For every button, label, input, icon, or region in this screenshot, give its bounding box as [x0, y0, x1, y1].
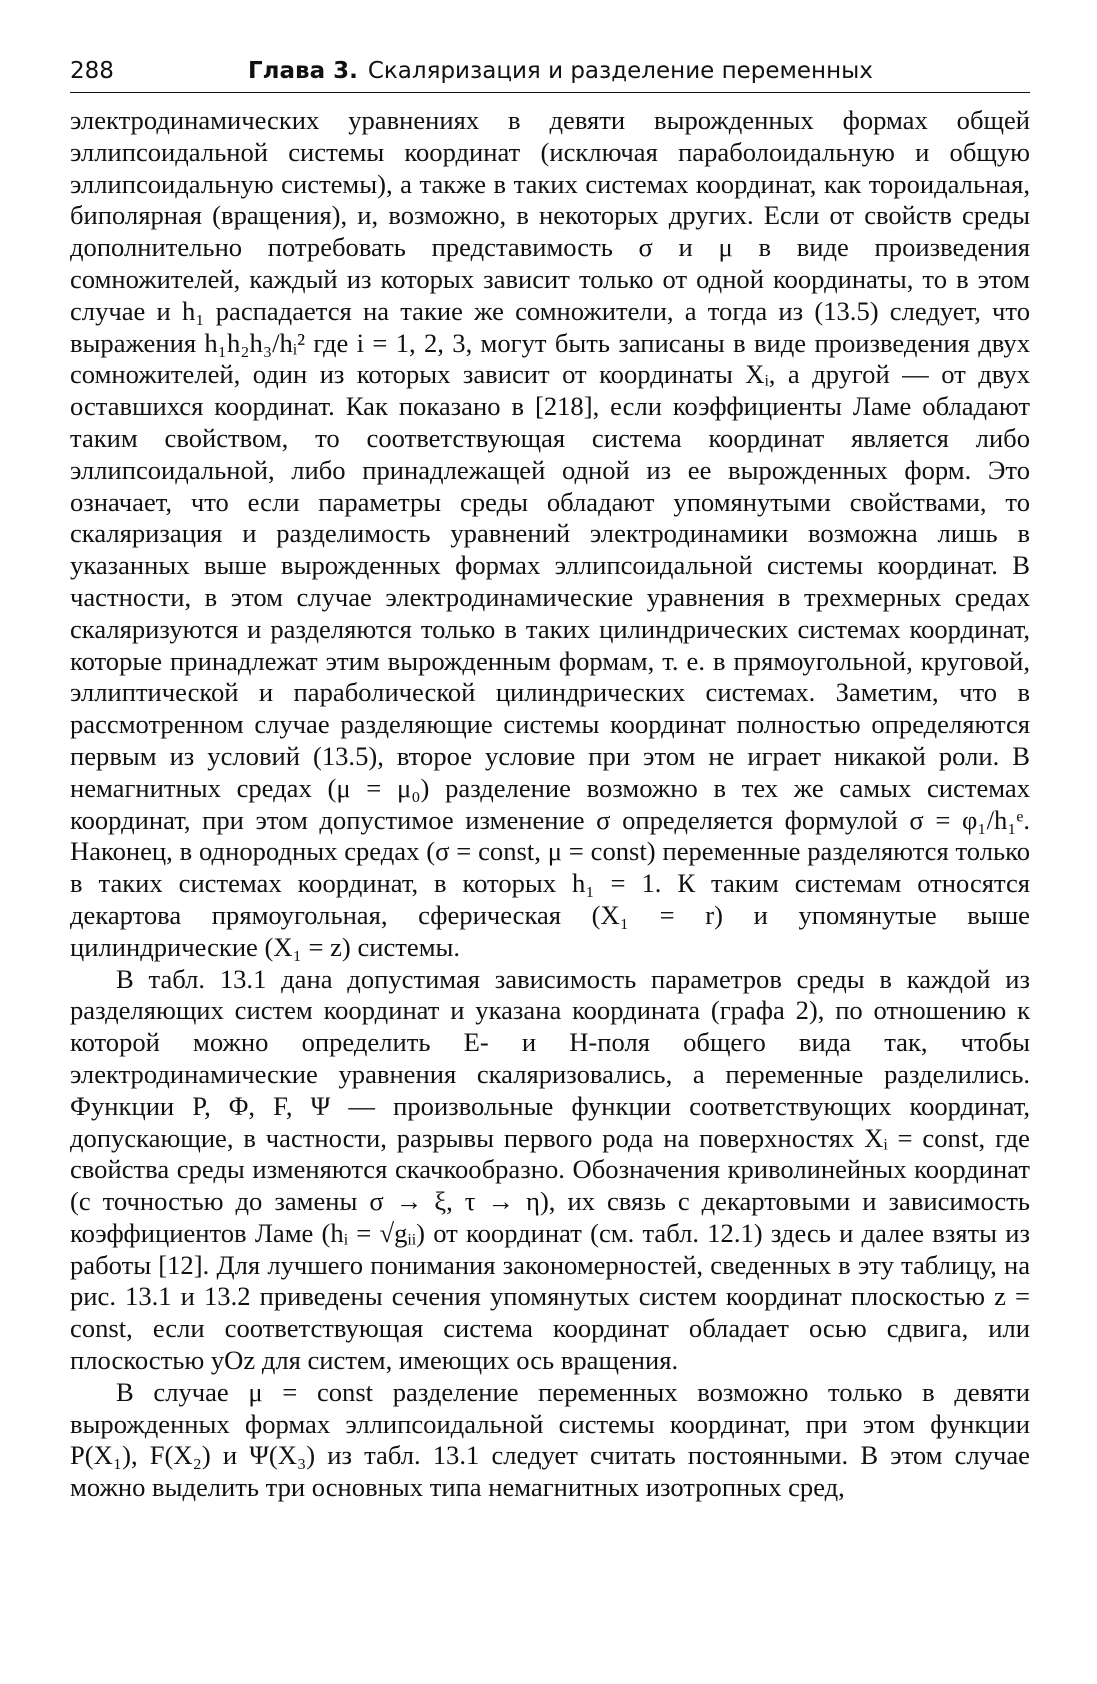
- chapter-label: Глава 3.: [248, 58, 358, 84]
- book-page: [70, 58, 1030, 1504]
- paragraph-2: В табл. 13.1 дана допустимая зависимость параметров среды в каждой из разделяющих систем координат и указана координата (графа 2), по отношению к которой можно определить E- и H-поля общего вида так, чтобы электродинамические уравнения скаляризовались, а переменные разделились. Функции P, Φ, F, Ψ — произвольные функции соответствующих координат, допускающие, в частности, разрывы первого рода на поверхностях Xᵢ = const, где свойства среды изменяются скачкообразно. Обозначения криволинейных координат (с точностью до замены σ → ξ, τ → η), их связь с декартовыми и зависимость коэффициентов Ламе (hᵢ = √gᵢᵢ) от координат (см. табл. 12.1) здесь и далее взяты из работы [12]. Для лучшего понимания закономерностей, сведенных в эту таблицу, на рис. 13.1 и 13.2 приведены сечения упомянутых систем координат плоскостью z = const, если соответствующая система координат обладает осью сдвига, или плоскостью yOz для систем, имеющих ось вращения.: [70, 963, 1030, 1376]
- page-number: 288: [70, 58, 114, 84]
- paragraph-1: электродинамических уравнениях в девяти вырожденных формах общей эллипсоидальной системы координат (исключая параболоидальную и общую эллипсоидальную системы), а также в таких системах координат, как тороидальная, биполярная (вращения), и, возможно, в некоторых других. Если от свойств среды дополнительно потребовать представимость σ и μ в виде произведения сомножителей, каждый из которых зависит только от одной координаты, то в этом случае и h₁ распадается на такие же сомножители, а тогда из (13.5) следует, что выражения h₁h₂h₃/hᵢ² где i = 1, 2, 3, могут быть записаны в виде произведения двух сомножителей, один из которых зависит от координаты Xᵢ, а другой — от двух оставшихся координат. Как показано в [218], если коэффициенты Ламе обладают таким свойством, то соответствующая система координат является либо эллипсоидальной, либо принадлежащей одной из ее вырожденных форм. Это означает, что если параметры среды обладают упомянутыми свойствами, то скаляризация и разделимость уравнений электродинамики возможна лишь в указанных выше вырожденных формах эллипсоидальной системы координат. В частности, в этом случае электродинамические уравнения в трехмерных средах скаляризуются и разделяются только в таких цилиндрических системах координат, которые принадлежат этим вырожденным формам, т. е. в прямоугольной, круговой, эллиптической и параболической цилиндрических системах. Заметим, что в рассмотренном случае разделяющие системы координат полностью определяются первым из условий (13.5), второе условие при этом не играет никакой роли. В немагнитных средах (μ = μ₀) разделение возможно в тех же самых системах координат, при этом допустимое изменение σ определяется формулой σ = φ₁/h₁ᵉ. Наконец, в однородных средах (σ = const, μ = const) переменные разделяются только в таких системах координат, в которых h₁ = 1. К таким системам относятся декартова прямоугольная, сферическая (X₁ = r) и упомянутые выше цилиндрические (X₁ = z) системы.: [70, 105, 1030, 962]
- paragraph-3: В случае μ = const разделение переменных возможно только в девяти вырожденных формах эллипсоидальной системы координат, при этом функции P(X₁), F(X₂) и Ψ(X₃) из табл. 13.1 следует считать постоянными. В этом случае можно выделить три основных типа немагнитных изотропных сред,: [70, 1376, 1030, 1503]
- running-header: [70, 58, 1030, 93]
- body-text: [70, 105, 1030, 1504]
- chapter-title: Скаляризация и разделение переменных: [367, 58, 873, 84]
